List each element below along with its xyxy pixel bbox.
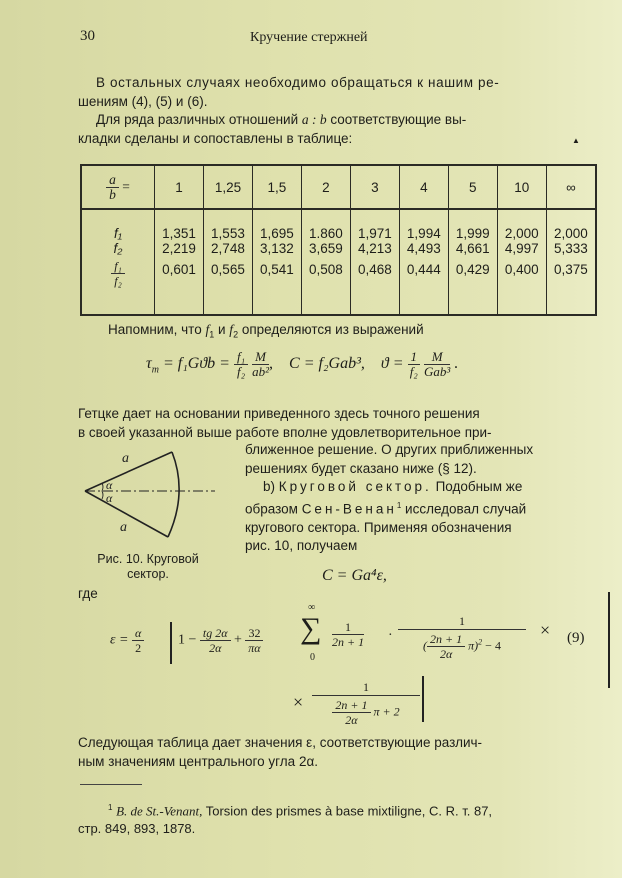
table-cell: 1,994 4,493 0,444	[399, 209, 448, 315]
running-head: Кручение стержней	[250, 30, 368, 45]
table-body-row	[81, 209, 596, 315]
table-header-row	[81, 165, 596, 209]
equation-9: ε = $\frac{\alpha}{2}$ 1 − $\frac{tg 2\alpha}{2\alpha}$ + $\frac{32}{\pi\alpha}$ ∞ ∑ 0 $\frac{1}{2n + 1}$ · 1 ( $\frac{2n + 1}{2\alpha}$ π)$^2$ − 4 × × 1 $\frac{2n + 1}{2\alpha}$ π + 2	[110, 600, 610, 730]
table-header-cell: 1,25	[203, 165, 252, 209]
section-title: Круговой сектор.	[278, 479, 432, 494]
paragraph-text: Для ряда различных отношений	[96, 112, 302, 127]
page-number: 30	[80, 28, 95, 44]
ratio-ab: a : b	[301, 112, 327, 127]
footnote-ref: 1	[396, 500, 402, 510]
table-cell: 1,971 4,213 0,468	[350, 209, 399, 315]
table-cell: 2,000 5,333 0,375	[546, 209, 596, 315]
equation-number: (9)	[567, 630, 585, 646]
paragraph-6: Следующая таблица дает значения ε, соответствующие различ- ным значениям центрального угла 2α.	[78, 735, 483, 769]
paragraph-1	[78, 74, 596, 111]
footnote-divider	[80, 784, 142, 785]
table-header-cell: ∞	[546, 165, 596, 209]
table-header-cell: 1	[155, 165, 204, 209]
table-header-cell: 5	[448, 165, 497, 209]
svg-text:a: a	[122, 451, 129, 466]
table-header-cell: 3	[350, 165, 399, 209]
svg-text:a: a	[120, 520, 127, 535]
table-header-cell: 10	[497, 165, 546, 209]
table-header-cell: 1,5	[252, 165, 301, 209]
table-header-label: $\frac{a}{b}$ =	[81, 165, 155, 209]
formula-tau-C-theta: $\tau_m = f_1Gϑb$ = $\frac{\text{f₁}}{\text{f₂}}$ $\frac{M}{\text{ab²}}$ , C = f₂Gab³, ϑ = $\frac{1}{\text{f₂}}$ $\frac{M}{\text{Gab³}}$ .	[146, 349, 459, 379]
paragraph-4: Гетцке дает на основании приведенного здесь точного решения в своей указанной выше работе вполне удовлетворительное при-	[78, 406, 492, 440]
table-cell: 1,553 2,748 0,565	[203, 209, 252, 315]
table-row-labels: f₁ f₂ $\frac{\text{f₁}}{\text{f₂}}$	[81, 209, 155, 315]
sum-sign: ∑	[300, 612, 322, 645]
footnote: $^1$ B. de St.-Venant, Torsion des prismes à base mixtiligne, C. R. т. 87, стр. 849, 893, 1878.	[78, 803, 493, 837]
svg-text:α: α	[106, 478, 113, 492]
paragraph-5: ближенное решение. О других приближенных решениях будет сказано ниже (§ 12). b) Круговой сектор. Подобным же образом Сен-Венан$^1$ исследовал случай кругового сектора. Применяя обозначения рис. 10, получаем	[245, 442, 534, 553]
figure-caption: Рис. 10. Круговой сектор.	[97, 552, 199, 581]
paragraph-line: шениям (4), (5) и (6).	[78, 93, 208, 109]
table-cell: 1.860 3,659 0,508	[301, 209, 350, 315]
sector-arc	[168, 452, 179, 537]
paragraph-line: кладки сделаны и сопоставлены в таблице:	[78, 130, 353, 146]
where-label: где	[78, 586, 98, 601]
svg-text:α: α	[106, 491, 113, 505]
print-speck: ▲	[572, 136, 580, 145]
table-cell: 1,695 3,132 0,541	[252, 209, 301, 315]
paragraph-text: соответствующие вы-	[326, 112, 467, 127]
table-cell: 1,999 4,661 0,429	[448, 209, 497, 315]
table-header-cell: 2	[301, 165, 350, 209]
paragraph-line: В остальных случаях необходимо обращаться к нашим ре-	[96, 75, 500, 90]
ratio-table	[80, 164, 596, 316]
paragraph-3: Напомним, что $f_1$ и $f_2$ определяются из выражений	[108, 322, 424, 340]
table-cell: 1,351 2,219 0,601	[155, 209, 204, 315]
table-cell: 2,000 4,997 0,400	[497, 209, 546, 315]
footnote-author: B. de St.-Venant,	[116, 803, 203, 819]
paragraph-2	[78, 111, 596, 148]
formula-C-sector: C = Ga⁴ε,	[322, 567, 387, 584]
ratio-fraction: $\frac{a}{b}$	[106, 173, 119, 202]
table-header-cell: 4	[399, 165, 448, 209]
